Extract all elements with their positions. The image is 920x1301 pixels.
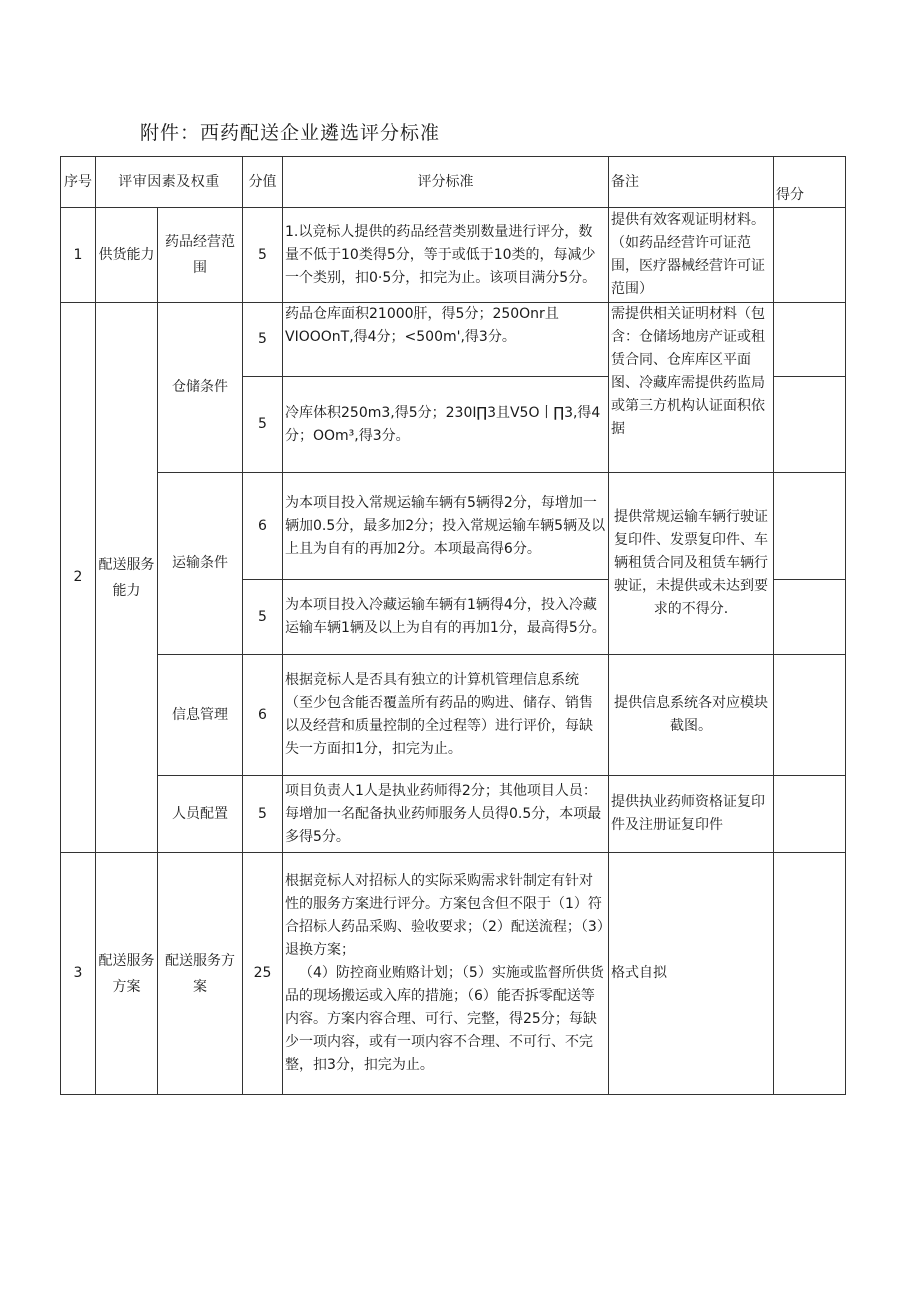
row-criteria: 根据竞标人是否具有独立的计算机管理信息系统（至少包含能否覆盖所有药品的购进、储存、销售以及经营和质量控制的全过程等）进行评价，每缺失一方面扣1分，扣完为止。 <box>283 655 609 776</box>
header-score: 分值 <box>243 157 283 208</box>
row-result-cell <box>774 208 846 303</box>
row-seq: 2 <box>61 303 96 853</box>
row-seq: 3 <box>61 853 96 1095</box>
row-result-cell <box>774 473 846 580</box>
criteria-part-1: 根据竞标人对招标人的实际采购需求针制定有针对性的服务方案进行评分。方案包含但不限于（1）符合招标人药品采购、验收要求；（2）配送流程；（3）退换方案； <box>285 873 604 958</box>
criteria-part-2: （4）防控商业贿赂计划；（5）实施或监督所供货品的现场搬运或入库的措施；（6）能否拆零配送等内容。方案内容合理、可行、完整，得25分；每缺少一项内容，或有一项内容不合理、不可行、不完整，扣3分，扣完为止。 <box>285 965 604 1073</box>
row-score: 6 <box>243 473 283 580</box>
row-result-cell <box>774 377 846 473</box>
row-factor: 药品经营范围 <box>158 208 243 303</box>
header-result: 得分 <box>774 157 846 208</box>
row-note: 提供有效客观证明材料。（如药品经营许可证范围，医疗器械经营许可证范围） <box>609 208 774 303</box>
table-row <box>61 208 846 303</box>
table-row <box>61 853 846 1095</box>
table-row <box>61 303 846 377</box>
row-factor-staff: 人员配置 <box>158 776 243 853</box>
row-note-info: 提供信息系统各对应模块截图。 <box>609 655 774 776</box>
row-result-cell <box>774 580 846 655</box>
row-criteria: 为本项目投入冷藏运输车辆有1辆得4分，投入冷藏运输车辆1辆及以上为自有的再加1分，最高得5分。 <box>283 580 609 655</box>
table-row <box>61 776 846 853</box>
row-note: 格式自拟 <box>609 853 774 1095</box>
row-criteria: 为本项目投入常规运输车辆有5辆得2分，每增加一辆加0.5分，最多加2分；投入常规运输车辆5辆及以上且为自有的再加2分。本项最高得6分。 <box>283 473 609 580</box>
row-score: 25 <box>243 853 283 1095</box>
row-criteria: 冷库体积250m3,得5分；230I∏3且V5O丨∏3,得4分；OOm³,得3分。 <box>283 377 609 473</box>
header-factor: 评审因素及权重 <box>96 157 243 208</box>
table-row <box>61 655 846 776</box>
row-score: 5 <box>243 303 283 377</box>
table-row <box>61 473 846 580</box>
row-criteria: 1.以竞标人提供的药品经营类别数量进行评分，数量不低于10类得5分，等于或低于10类的，每减少一个类别，扣0·5分，扣完为止。该项目满分5分。 <box>283 208 609 303</box>
row-category: 供货能力 <box>96 208 158 303</box>
row-factor-info: 信息管理 <box>158 655 243 776</box>
row-category: 配送服务能力 <box>96 303 158 853</box>
row-score: 5 <box>243 208 283 303</box>
header-seq: 序号 <box>61 157 96 208</box>
page-title: 附件：西药配送企业遴选评分标准 <box>140 122 441 144</box>
row-score: 6 <box>243 655 283 776</box>
scoring-table <box>60 156 846 1095</box>
row-result-cell <box>774 655 846 776</box>
row-score: 5 <box>243 377 283 473</box>
header-criteria: 评分标准 <box>283 157 609 208</box>
header-note: 备注 <box>609 157 774 208</box>
row-factor-storage: 仓储条件 <box>158 303 243 473</box>
row-result-cell <box>774 776 846 853</box>
row-score: 5 <box>243 776 283 853</box>
row-result-cell <box>774 303 846 377</box>
row-score: 5 <box>243 580 283 655</box>
row-criteria: 项目负责人1人是执业药师得2分；其他项目人员：每增加一名配备执业药师服务人员得0.5分，本项最多得5分。 <box>283 776 609 853</box>
row-factor: 配送服务方案 <box>158 853 243 1095</box>
row-criteria <box>283 853 609 1095</box>
row-note-transport: 提供常规运输车辆行驶证复印件、发票复印件、车辆租赁合同及租赁车辆行驶证，未提供或未达到要求的不得分. <box>609 473 774 655</box>
header-row <box>61 157 846 208</box>
row-result-cell <box>774 853 846 1095</box>
row-note-storage: 需提供相关证明材料（包含：仓储场地房产证或租赁合同、仓库库区平面图、冷藏库需提供药监局或第三方机构认证面积依据 <box>609 303 774 473</box>
row-criteria: 药品仓库面积21000肝，得5分；250Onr且VIOOOnT,得4分；<500m',得3分。 <box>283 303 609 377</box>
row-factor-transport: 运输条件 <box>158 473 243 655</box>
row-seq: 1 <box>61 208 96 303</box>
row-category: 配送服务方案 <box>96 853 158 1095</box>
row-note-staff: 提供执业药师资格证复印件及注册证复印件 <box>609 776 774 853</box>
